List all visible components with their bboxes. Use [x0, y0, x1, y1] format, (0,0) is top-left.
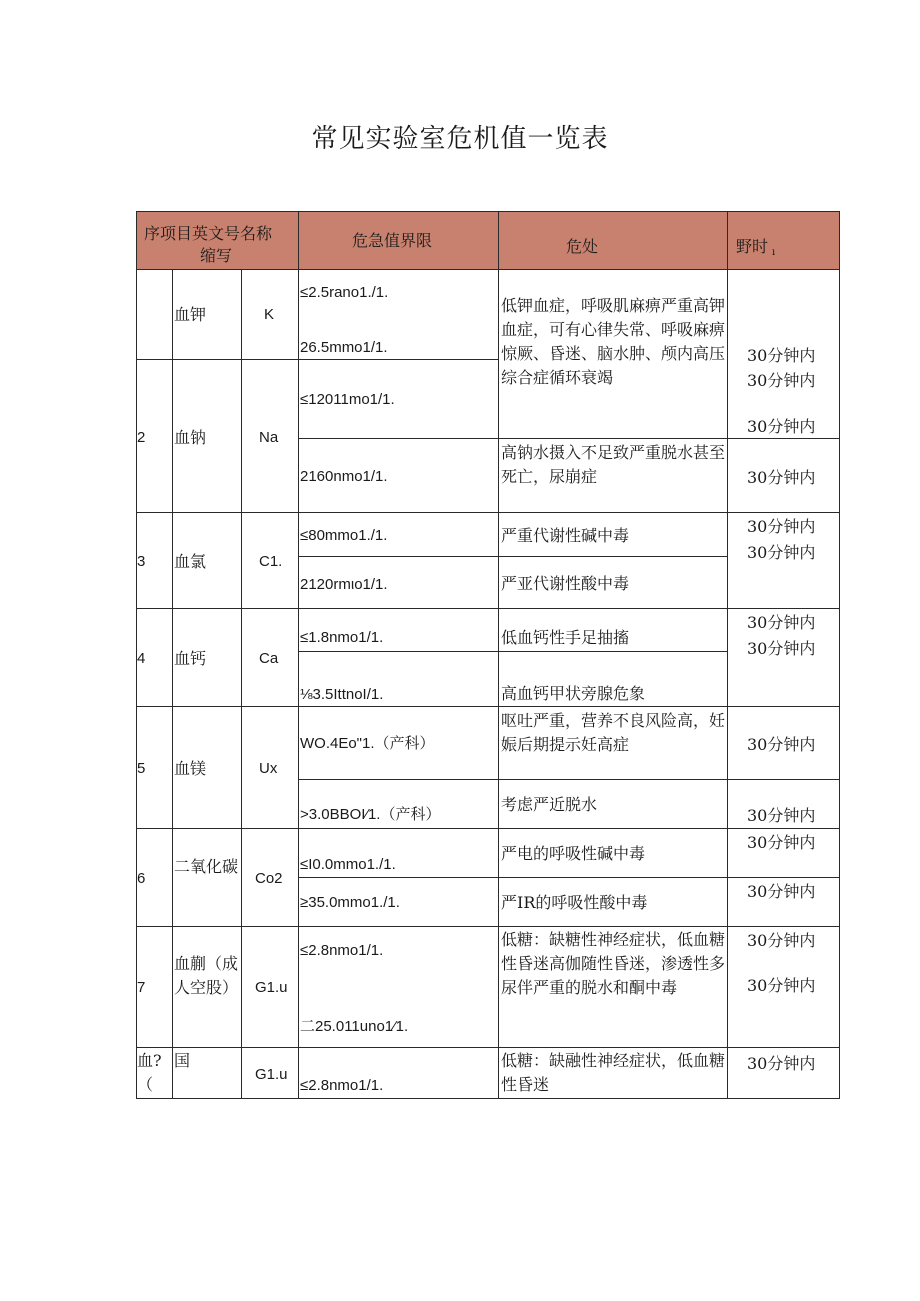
row7-limit-high: 二25.011uno1⁄1.	[300, 1018, 409, 1035]
row1-limit-low: ≤2.5rano1./1.	[300, 284, 389, 301]
row6-number: 6	[137, 870, 146, 887]
header-col-time-mark: ı	[772, 247, 776, 258]
header-col-item: 序项目英文号名称	[144, 224, 273, 243]
row1-abbr: K	[264, 306, 275, 323]
row4-limit-high: ⅛3.5IttnoI/1.	[300, 686, 384, 703]
time-cell: 30分钟内	[747, 735, 816, 754]
time-cell: 30分钟内	[747, 371, 816, 390]
time-cell: 30分钟内	[747, 543, 816, 562]
row8-number: 血?（	[137, 1051, 162, 1094]
row7-hazard: 低糖：缺糖性神经症状，低血糖性昏迷高伽随性昏迷，渗透性多尿伴严重的脱水和酮中毒	[501, 930, 726, 997]
time-cell: 30分钟内	[747, 613, 816, 632]
time-cell: 30分钟内	[747, 976, 816, 995]
row3-hazard-low: 严重代谢性碱中毒	[501, 526, 630, 545]
time-cell: 30分钟内	[747, 346, 816, 365]
row2-limit-low: ≤12011mo1/1.	[300, 391, 395, 408]
row4-name: 血钙	[174, 649, 207, 668]
row8-hazard: 低糖：缺融性神经症状，低血糖性昏迷	[501, 1051, 726, 1094]
row5-name: 血镁	[174, 759, 207, 778]
row6-name: 二氧化碳	[174, 857, 239, 876]
row5-limit-high: >3.0BBOI⁄1.（产科）	[300, 806, 441, 823]
time-cell: 30分钟内	[747, 517, 816, 536]
time-cell: 30分钟内	[747, 639, 816, 658]
row6-limit-low: ≤I0.0mmo1./1.	[300, 856, 396, 873]
row6-hazard-high: 严IR的呼吸性酸中毒	[501, 893, 648, 912]
row2-hazard-high: 高钠水摄入不足致严重脱水甚至死亡，尿崩症	[501, 443, 726, 486]
row5-number: 5	[137, 760, 146, 777]
row5-hazard-low: 呕吐严重，营养不良风险高，妊娠后期提示妊高症	[501, 711, 726, 754]
time-cell: 30分钟内	[747, 833, 816, 852]
row5-hazard-high: 考虑严近脱水	[501, 795, 598, 814]
row2-limit-high: 2160nmo1/1.	[300, 468, 388, 485]
row2-number: 2	[137, 429, 146, 446]
row7-limit-low: ≤2.8nmo1/1.	[300, 942, 384, 959]
row2-abbr: Na	[259, 429, 279, 446]
row8-abbr: G1.u	[255, 1066, 288, 1083]
row2-name: 血钠	[174, 428, 207, 447]
row3-abbr: C1.	[259, 553, 283, 570]
time-cell: 30分钟内	[747, 468, 816, 487]
time-cell: 30分钟内	[747, 806, 816, 825]
row3-hazard-high: 严亚代谢性酸中毒	[501, 574, 630, 593]
row4-hazard-low: 低血钙性手足抽搐	[501, 628, 630, 647]
row3-name: 血氯	[174, 552, 207, 571]
row3-limit-low: ≤80mmo1./1.	[300, 527, 388, 544]
row6-hazard-low: 严电的呼吸性碱中毒	[501, 844, 646, 863]
row4-limit-low: ≤1.8nmo1/1.	[300, 629, 384, 646]
row5-limit-low: WO.4Eo"1.（产科）	[300, 735, 435, 752]
row3-limit-high: 2120rmιo1/1.	[300, 576, 388, 593]
row6-limit-high: ≥35.0mmo1./1.	[300, 894, 400, 911]
row7-abbr: G1.u	[255, 979, 288, 996]
time-cell: 30分钟内	[747, 1054, 816, 1073]
time-cell: 30分钟内	[747, 417, 816, 436]
row7-name: 血蒯（成人空股）	[174, 954, 239, 997]
row4-number: 4	[137, 650, 146, 667]
time-cell: 30分钟内	[747, 882, 816, 901]
header-col-hazard: 危处	[566, 237, 599, 256]
page-title: 常见实验室危机值一览表	[311, 124, 609, 154]
row4-abbr: Ca	[259, 650, 279, 667]
row8-limit: ≤2.8nmo1/1.	[300, 1077, 384, 1094]
row6-abbr: Co2	[255, 870, 283, 887]
header-col-item-abbr: 缩写	[200, 246, 233, 265]
header-col-limit: 危急值界限	[352, 231, 433, 250]
row7-number: 7	[137, 979, 146, 996]
row1-limit-high: 26.5mmo1/1.	[300, 339, 388, 356]
header-col-time: 野时	[736, 237, 769, 256]
hazard-potassium-sodium: 低钾血症，呼吸肌麻痹严重高钾血症，可有心律失常、呼吸麻痹惊厥、昏迷、脑水肿、颅内高压综合症循环衰竭	[501, 296, 726, 387]
row3-number: 3	[137, 553, 146, 570]
row5-abbr: Ux	[259, 760, 278, 777]
row4-hazard-high: 高血钙甲状旁腺危象	[501, 684, 646, 703]
row8-name: 国	[174, 1051, 191, 1070]
row1-name: 血钾	[174, 305, 207, 324]
time-cell: 30分钟内	[747, 931, 816, 950]
